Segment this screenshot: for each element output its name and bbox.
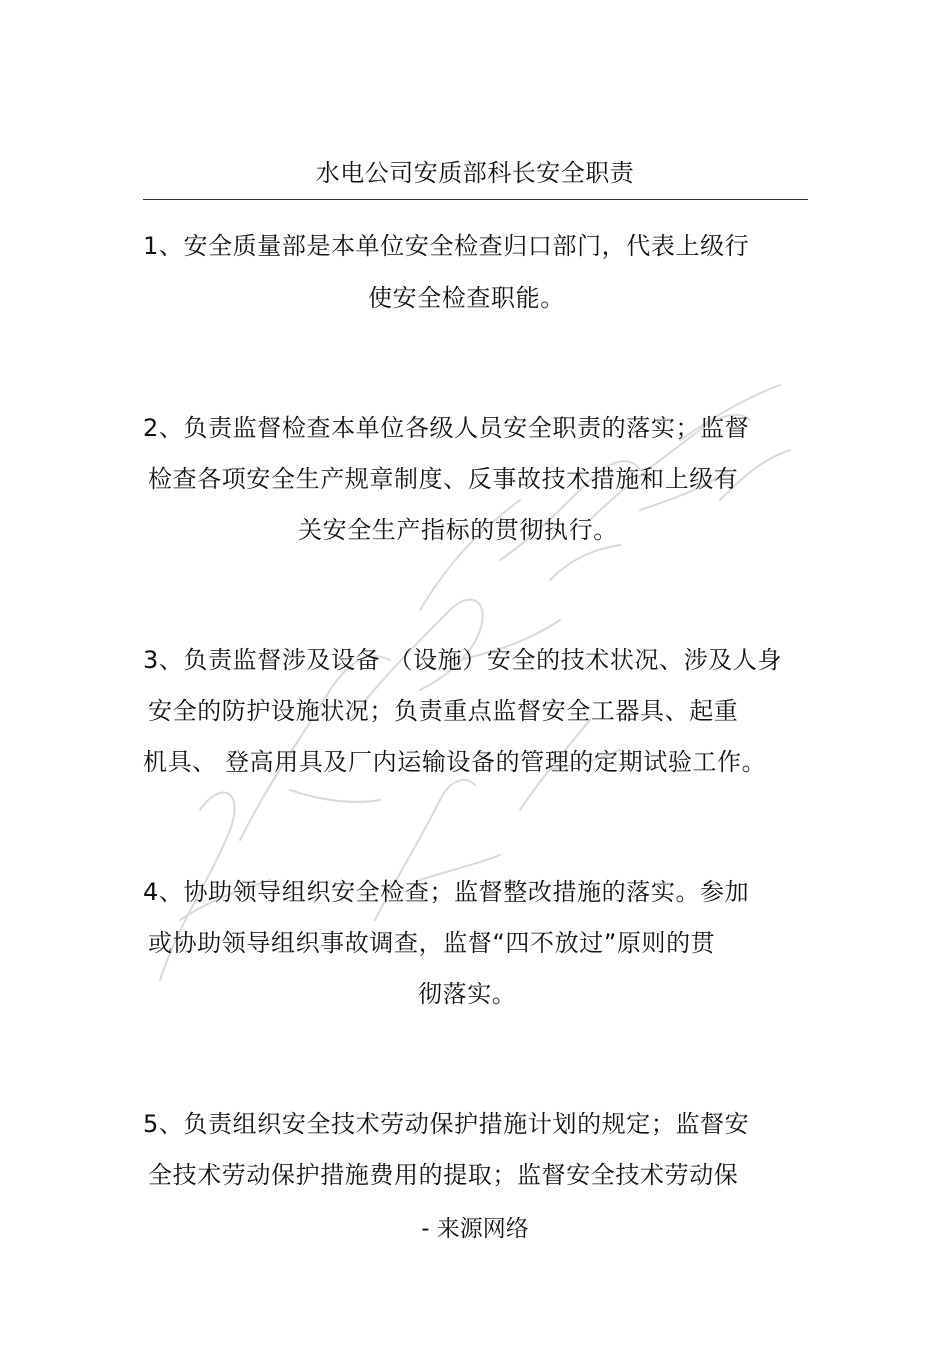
paragraph-line: 使安全检查职能。 xyxy=(368,284,565,312)
paragraph-line: 全技术劳动保护措施费用的提取；监督安全技术劳动保 xyxy=(148,1161,739,1189)
page-title: 水电公司安质部科长安全职责 xyxy=(315,159,635,187)
paragraph-line: 安全的防护设施状况；负责重点监督安全工器具、起重 xyxy=(148,697,739,725)
paragraph-line: 2、负责监督检查本单位各级人员安全职责的落实；监督 xyxy=(143,414,750,442)
paragraph-line: 1、安全质量部是本单位安全检查归口部门，代表上级行 xyxy=(143,232,750,260)
page-footer: - 来源网络 xyxy=(421,1216,529,1242)
paragraph-line: 4、协助领导组织安全检查；监督整改措施的落实。参加 xyxy=(143,878,750,906)
paragraph-line: 检查各项安全生产规章制度、反事故技术措施和上级有 xyxy=(148,465,739,493)
paragraph-line: 3、负责监督涉及设备 （设施）安全的技术状况、涉及人身 xyxy=(143,646,783,674)
paragraph-line: 5、负责组织安全技术劳动保护措施计划的规定；监督安 xyxy=(143,1110,750,1138)
paragraph-line: 或协助领导组织事故调查，监督“四不放过”原则的贯 xyxy=(148,929,716,957)
paragraph-line: 关安全生产指标的贯彻执行。 xyxy=(298,516,618,544)
paragraph-line: 彻落实。 xyxy=(418,980,517,1008)
paragraph-line: 机具、 登高用具及厂内运输设备的管理的定期试验工作。 xyxy=(143,748,767,776)
title-divider xyxy=(143,199,808,200)
